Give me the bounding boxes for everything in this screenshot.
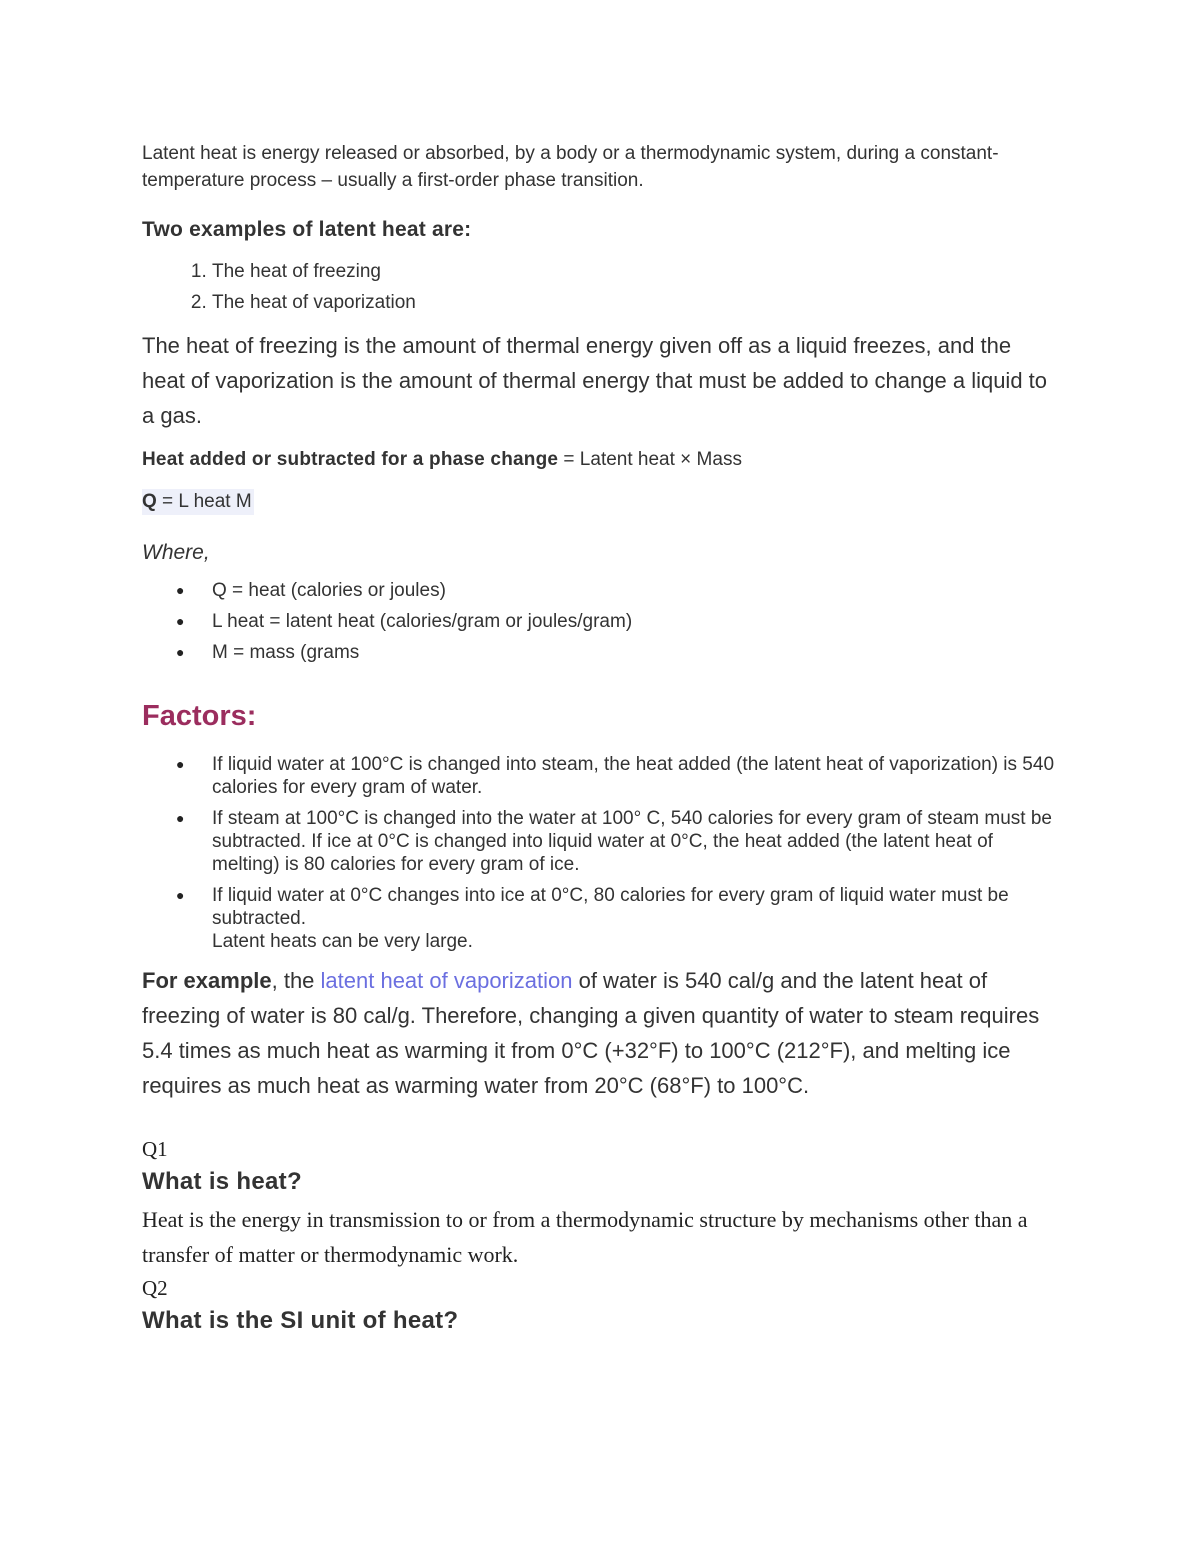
formula-line bbox=[142, 447, 1054, 473]
q-formula-rest: = L heat M bbox=[156, 491, 252, 512]
definition-text: Q = heat (calories or joules) bbox=[212, 580, 446, 601]
bullet-icon: ● bbox=[176, 756, 185, 772]
q-formula bbox=[142, 489, 254, 515]
list-item: 2. The heat of vaporization bbox=[212, 287, 1054, 318]
example-text: , the bbox=[271, 968, 321, 993]
factor-note: Latent heats can be very large. bbox=[212, 931, 473, 952]
definition-text: L heat = latent heat (calories/gram or joules/gram) bbox=[212, 611, 633, 632]
factors-list bbox=[142, 753, 1054, 953]
latent-heat-link[interactable]: latent heat of vaporization bbox=[320, 968, 573, 993]
explanation-paragraph: The heat of freezing is the amount of thermal energy given off as a liquid freezes, and the heat of vaporization is the amount of thermal energy that must be added to change a liquid to a gas. bbox=[142, 333, 1048, 428]
question-number: Q2 bbox=[142, 1276, 168, 1300]
factor-text: If liquid water at 100°C is changed into steam, the heat added (the latent heat of vaporization) is 540 calories for every gram of water. bbox=[212, 754, 1055, 798]
question-number: Q1 bbox=[142, 1137, 168, 1161]
formula-rest: = Latent heat × Mass bbox=[558, 449, 742, 470]
factor-text: If steam at 100°C is changed into the water at 100° C, 540 calories for every gram of steam must be subtracted. If ice at 0°C is changed into liquid water at 0°C, the heat added (the latent heat of melting) is 80 calories for every gram of ice. bbox=[212, 808, 1052, 875]
question-answer: Heat is the energy in transmission to or from a thermodynamic structure by mechanisms other than a transfer of matter or thermodynamic work. bbox=[142, 1207, 1028, 1267]
bullet-icon: ● bbox=[176, 582, 185, 598]
definitions-list bbox=[142, 575, 1054, 668]
bullet-icon: ● bbox=[176, 810, 185, 826]
list-item bbox=[176, 753, 1055, 799]
definition-text: M = mass (grams bbox=[212, 642, 360, 663]
where-label: Where, bbox=[142, 541, 210, 564]
example-bold-label: For example bbox=[142, 968, 272, 993]
bullet-icon: ● bbox=[176, 613, 185, 629]
document-page bbox=[142, 140, 1054, 1341]
question-title: What is the SI unit of heat? bbox=[142, 1307, 459, 1334]
q-symbol: Q bbox=[142, 491, 157, 512]
example-paragraph bbox=[142, 963, 1054, 1103]
factors-heading: Factors: bbox=[142, 700, 257, 732]
list-item bbox=[176, 575, 1054, 606]
list-item bbox=[176, 807, 1054, 876]
formula-label: Heat added or subtracted for a phase change bbox=[142, 449, 559, 470]
bullet-icon: ● bbox=[176, 887, 185, 903]
factor-text: If liquid water at 0°C changes into ice at 0°C, 80 calories for every gram of liquid water must be subtracted. bbox=[212, 885, 1009, 929]
examples-list bbox=[142, 256, 1054, 318]
list-item bbox=[176, 606, 1054, 637]
list-item bbox=[176, 884, 1054, 953]
question-title: What is heat? bbox=[142, 1168, 302, 1195]
bullet-icon: ● bbox=[176, 644, 185, 660]
intro-paragraph: Latent heat is energy released or absorbed, by a body or a thermodynamic system, during a constant-temperature process – usually a first-order phase transition. bbox=[142, 143, 999, 191]
example-text: of water is 540 cal/g and the latent heat of freezing of water is 80 cal/g. Therefore, changing a given quantity of water to steam requires 5.4 times as much heat as warming it from 0°C (+32°F) to 100°C (212°F), and melting ice requires as much heat as warming water from 20°C (68°F) to 100°C. bbox=[142, 968, 1040, 1098]
examples-heading: Two examples of latent heat are: bbox=[142, 218, 472, 241]
list-item: 1. The heat of freezing bbox=[212, 256, 1054, 287]
list-item bbox=[176, 637, 1054, 668]
